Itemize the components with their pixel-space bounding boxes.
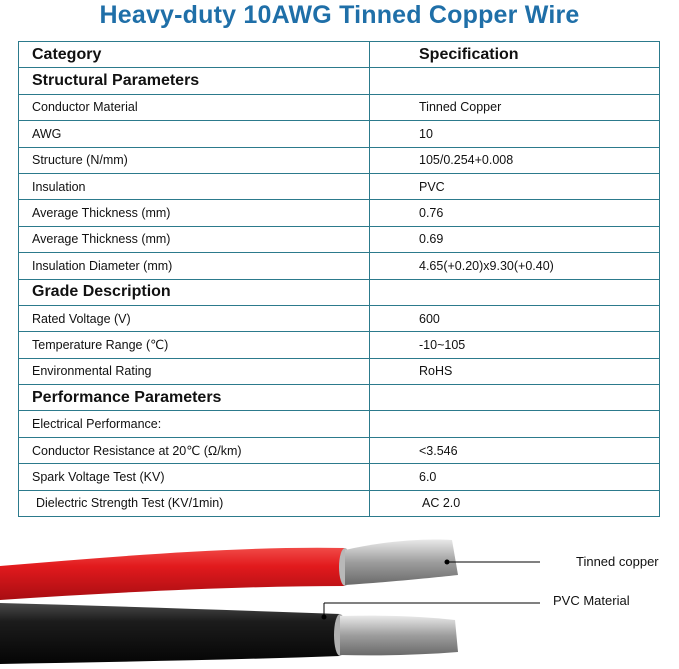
table-row	[19, 147, 660, 173]
row-value: 6.0	[370, 464, 660, 490]
row-value: 0.69	[370, 226, 660, 252]
row-label: Dielectric Strength Test (KV/1min)	[19, 490, 370, 516]
row-value	[370, 411, 660, 437]
spec-table	[18, 41, 660, 517]
header-category: Category	[19, 42, 370, 68]
row-value: 0.76	[370, 200, 660, 226]
row-value: 10	[370, 121, 660, 147]
table-row	[19, 173, 660, 199]
section-title: Structural Parameters	[19, 68, 370, 94]
row-label: Environmental Rating	[19, 358, 370, 384]
pvc-callout-dot	[322, 615, 327, 620]
table-row	[19, 305, 660, 331]
spec-table-body	[19, 42, 660, 517]
row-label: Structure (N/mm)	[19, 147, 370, 173]
table-row	[19, 332, 660, 358]
table-row	[19, 490, 660, 516]
row-value: -10~105	[370, 332, 660, 358]
row-label: Average Thickness (mm)	[19, 226, 370, 252]
section-title: Performance Parameters	[19, 385, 370, 411]
table-row	[19, 411, 660, 437]
section-row	[19, 279, 660, 305]
table-row	[19, 121, 660, 147]
row-value: PVC	[370, 173, 660, 199]
row-value	[370, 279, 660, 305]
row-value	[370, 385, 660, 411]
black-tinned-strands	[340, 616, 458, 656]
section-title: Grade Description	[19, 279, 370, 305]
row-value	[370, 68, 660, 94]
table-row	[19, 253, 660, 279]
row-label: Spark Voltage Test (KV)	[19, 464, 370, 490]
section-row	[19, 385, 660, 411]
row-value: AC 2.0	[370, 490, 660, 516]
table-row	[19, 200, 660, 226]
row-value: 4.65(+0.20)x9.30(+0.40)	[370, 253, 660, 279]
table-row	[19, 358, 660, 384]
table-row	[19, 226, 660, 252]
row-label: Electrical Performance:	[19, 411, 370, 437]
row-value: 600	[370, 305, 660, 331]
table-header-row	[19, 42, 660, 68]
row-label: Temperature Range (℃)	[19, 332, 370, 358]
row-value: Tinned Copper	[370, 94, 660, 120]
section-row	[19, 68, 660, 94]
table-row	[19, 437, 660, 463]
pvc-material-label: PVC Material	[553, 593, 630, 608]
row-label: Average Thickness (mm)	[19, 200, 370, 226]
row-value: <3.546	[370, 437, 660, 463]
row-label: Conductor Resistance at 20℃ (Ω/km)	[19, 437, 370, 463]
row-value: RoHS	[370, 358, 660, 384]
row-label: AWG	[19, 121, 370, 147]
black-wire	[0, 603, 340, 664]
table-row	[19, 94, 660, 120]
red-wire	[0, 548, 345, 600]
header-specification: Specification	[370, 42, 660, 68]
red-tinned-strands	[345, 539, 458, 585]
tinned-copper-label: Tinned copper	[576, 554, 659, 569]
row-label: Rated Voltage (V)	[19, 305, 370, 331]
row-value: 105/0.254+0.008	[370, 147, 660, 173]
tinned-callout-dot	[445, 560, 450, 565]
row-label: Conductor Material	[19, 94, 370, 120]
row-label: Insulation	[19, 173, 370, 199]
table-row	[19, 464, 660, 490]
row-label: Insulation Diameter (mm)	[19, 253, 370, 279]
page-title: Heavy-duty 10AWG Tinned Copper Wire	[99, 1, 580, 29]
